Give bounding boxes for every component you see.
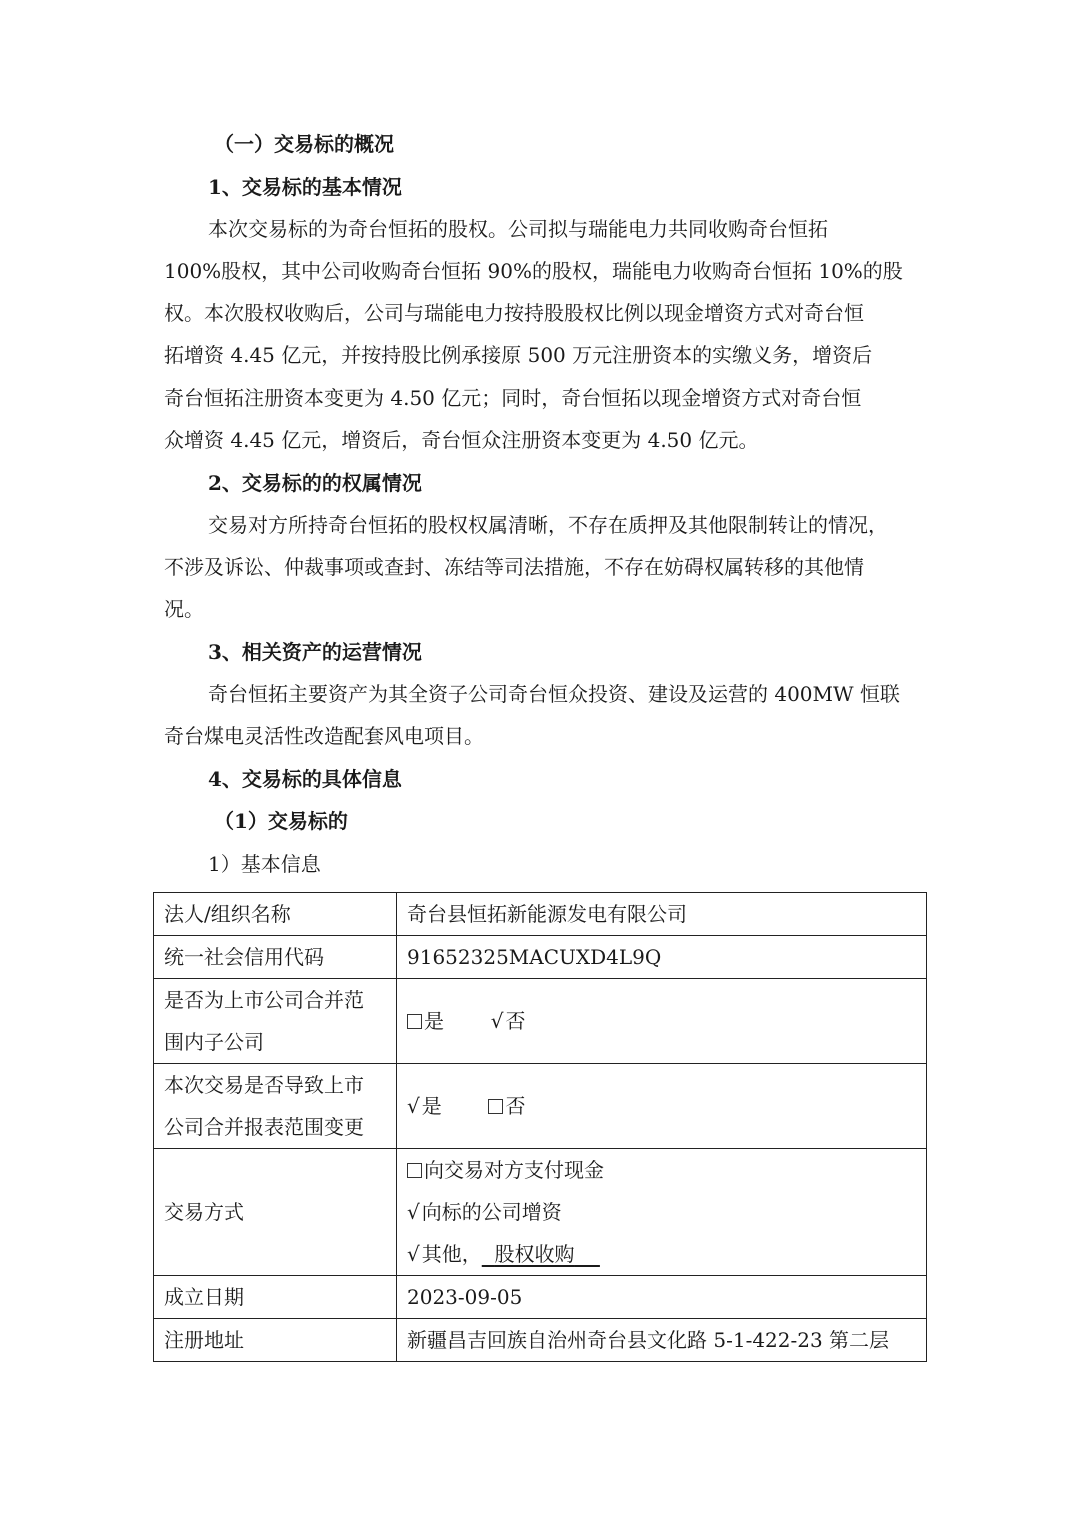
table-value: 91652325MACUXD4L9Q [397,936,927,979]
subheading-target: （1）交易标的 [214,809,348,833]
table-key [154,1064,397,1149]
option-other: 其他， [421,1242,482,1266]
heading-specific-info: 4、交易标的具体信息 [208,767,402,791]
option-yes: 是 [424,1009,444,1033]
option-cash: 向交易对方支付现金 [424,1158,604,1182]
paragraph-line: 本次交易标的为奇台恒拓的股权。公司拟与瑞能电力共同收购奇台恒拓 [208,217,828,241]
table-key-line: 本次交易是否导致上市 [164,1073,364,1097]
table-value [397,1149,927,1276]
paragraph-line: 100%股权，其中公司收购奇台恒拓 90%的股权，瑞能电力收购奇台恒拓 10%的股 [164,259,903,283]
subheading-basic-info: 1）基本信息 [208,852,321,876]
table-value: 新疆昌吉回族自治州奇台县文化路 5-1-422-23 第二层 [397,1319,927,1362]
paragraph-line: 况。 [164,597,204,621]
table-row [154,893,927,936]
table-row [154,936,927,979]
option-yes: 是 [421,1094,442,1118]
heading-basic-info: 1、交易标的基本情况 [208,175,402,199]
table-value [397,1064,927,1149]
table-key: 交易方式 [154,1149,397,1276]
table-value: 奇台县恒拓新能源发电有限公司 [397,893,927,936]
table-key [154,979,397,1064]
checkmark-icon: √ [407,1242,420,1266]
unchecked-box-icon [488,1099,503,1114]
paragraph-line: 奇台恒拓注册资本变更为 4.50 亿元；同时，奇台恒拓以现金增资方式对奇台恒 [164,386,862,410]
table-value: 2023-09-05 [397,1276,927,1319]
table-row [154,1149,927,1276]
checkmark-icon: √ [490,1009,504,1033]
table-key: 注册地址 [154,1319,397,1362]
heading-operations: 3、相关资产的运营情况 [208,640,422,664]
table-key: 法人/组织名称 [154,893,397,936]
basic-info-table [153,892,927,1362]
table-key-line: 围内子公司 [164,1030,264,1054]
table-row [154,1064,927,1149]
option-no: 否 [505,1094,526,1118]
paragraph-line: 不涉及诉讼、仲裁事项或查封、冻结等司法措施，不存在妨碍权属转移的其他情 [164,555,864,579]
option-no: 否 [505,1009,526,1033]
heading-ownership: 2、交易标的的权属情况 [208,471,422,495]
option-capital-increase: 向标的公司增资 [421,1200,562,1224]
option-line [407,1233,916,1275]
paragraph-line: 交易对方所持奇台恒拓的股权权属清晰，不存在质押及其他限制转让的情况， [208,513,888,537]
table-row [154,1319,927,1362]
paragraph-line: 奇台煤电灵活性改造配套风电项目。 [164,724,484,748]
paragraph-line: 众增资 4.45 亿元，增资后，奇台恒众注册资本变更为 4.50 亿元。 [164,428,759,452]
section-title: （一）交易标的概况 [214,132,394,156]
option-line [407,1191,916,1233]
table-key: 成立日期 [154,1276,397,1319]
paragraph-line: 权。本次股权收购后，公司与瑞能电力按持股股权比例以现金增资方式对奇台恒 [164,301,864,325]
table-row [154,1276,927,1319]
paragraph-line: 奇台恒拓主要资产为其全资子公司奇台恒众投资、建设及运营的 400MW 恒联 [208,682,900,706]
checkmark-icon: √ [407,1094,420,1118]
table-value [397,979,927,1064]
unchecked-box-icon [407,1163,422,1178]
paragraph-line: 拓增资 4.45 亿元，并按持股比例承接原 500 万元注册资本的实缴义务，增资后 [164,343,873,367]
table-row [154,979,927,1064]
option-line [407,1149,916,1191]
option-other-fill: 股权收购 [494,1242,575,1266]
table-key-line: 是否为上市公司合并范 [164,988,364,1012]
table-key: 统一社会信用代码 [154,936,397,979]
table-key-line: 公司合并报表范围变更 [164,1115,364,1139]
checkmark-icon: √ [407,1200,420,1224]
unchecked-box-icon [407,1014,422,1029]
